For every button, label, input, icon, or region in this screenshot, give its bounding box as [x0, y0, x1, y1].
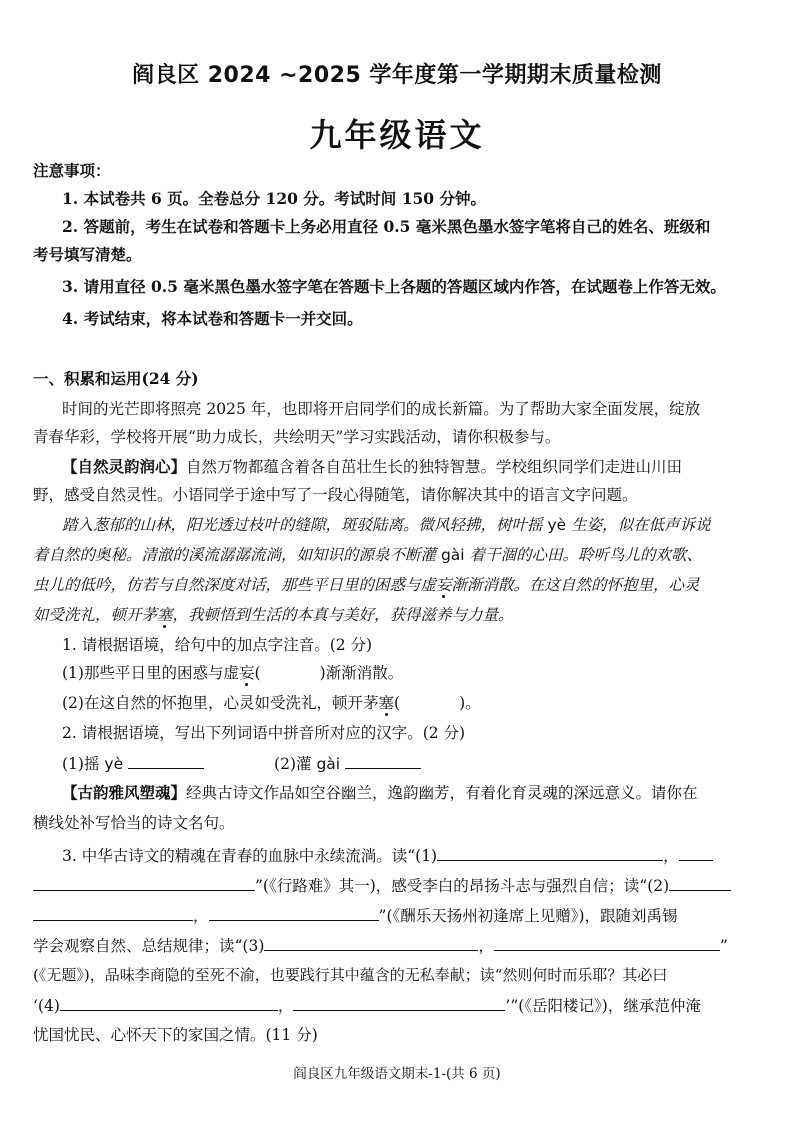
question-3-line-4 — [33, 934, 768, 957]
part1-paragraph-line-1 — [62, 456, 768, 478]
essay-line-4 — [33, 604, 768, 626]
question-3-line-1 — [62, 844, 768, 867]
q3-blank-2b[interactable] — [33, 904, 193, 921]
question-1-stem: 1. 请根据语境，给句中的加点字注音。(2 分) — [62, 636, 373, 654]
q1-text: (2)在这自然的怀抱里，心灵如受洗礼，顿开茅 — [62, 694, 379, 712]
part1-text-2: 野，感受自然灵性。小语同学于途中写了一段心得随笔，请你解决其中的语言文字问题。 — [33, 486, 638, 504]
q1-text: 渐渐消散。 — [325, 664, 404, 682]
notice-item-4: 4. 考试结束，将本试卷和答题卡一并交回。 — [62, 309, 363, 328]
question-3-line-5: (《无题》)，品味李商隐的至死不渝，也要践行其中蕴含的无私奉献；读“然则何时而乐耶？其必曰 — [33, 966, 668, 984]
q3-text: ， — [193, 907, 209, 925]
notice-item-2: 2. 答题前，考生在试卷和答题卡上务必用直径 0.5 毫米黑色墨水签字笔将自己的姓名、班级和 — [62, 217, 711, 236]
page-footer: 阎良区九年级语文期末-1-(共 6 页) — [293, 1066, 501, 1082]
essay-text: 虫儿的低吟，仿若与自然深度对话，那些平日里的困惑与虚 — [33, 576, 437, 594]
q3-text: ”(《酬乐天扬州初逢席上见赠》)，跟随刘禹锡 — [378, 907, 678, 925]
part2-paragraph-line-1 — [62, 782, 768, 804]
essay-text: 渐渐消散。在这自然的怀抱里，心灵 — [451, 576, 700, 594]
question-3-line-3 — [33, 904, 768, 927]
q1-text: (1)那些平日里的困惑与虚 — [62, 664, 239, 682]
q3-text: ”(《行路难》其一)，感受李白的昂扬斗志与强烈自信；读“(2) — [255, 877, 670, 895]
q2-text: (1)摇 — [62, 755, 105, 773]
part2-text-2: 横线处补写恰当的诗文名句。 — [33, 814, 235, 832]
essay-text: ，我顿悟到生活的本真与美好，获得滋养与力量。 — [172, 606, 514, 624]
q3-blank-1a[interactable] — [437, 844, 663, 861]
question-2-items — [62, 752, 768, 775]
q3-text: ’”(《岳阳楼记》)，继承范仲淹 — [505, 997, 701, 1015]
part1-label: 【自然灵韵润心】 — [62, 457, 187, 476]
essay-line-2 — [33, 544, 768, 566]
q3-blank-4a[interactable] — [60, 994, 278, 1011]
essay-text: 着自然的奥秘。清澈的溪流潺潺流淌，如知识的源泉不断灌 — [33, 546, 441, 564]
essay-pinyin-ye: yè — [547, 516, 567, 534]
notice-item-1: 1. 本试卷共 6 页。全卷总分 120 分。考试时间 150 分钟。 — [62, 189, 486, 208]
question-1-item-2 — [62, 692, 768, 714]
q3-text: ， — [277, 997, 294, 1015]
notice-item-2-cont: 考号填写清楚。 — [33, 245, 142, 264]
q3-blank-2a[interactable] — [669, 874, 731, 891]
essay-text: 生姿，似在低声诉说 — [566, 516, 711, 534]
part2-label: 【古韵雅风塑魂】 — [62, 783, 187, 802]
q3-blank-1b[interactable] — [679, 844, 713, 861]
q1-answer-paren[interactable]: ( ) — [393, 694, 466, 712]
section-heading: 一、积累和运用(24 分) — [33, 369, 199, 388]
exam-title: 阎良区 2024 ~2025 学年度第一学期期末质量检测 — [132, 63, 662, 88]
q3-text: ” — [719, 937, 728, 955]
q2-pinyin-ye: yè — [104, 755, 124, 773]
notice-heading: 注意事项： — [33, 161, 111, 180]
q3-blank-2c[interactable] — [209, 904, 379, 921]
notice-item-3: 3. 请用直径 0.5 毫米黑色墨水签字笔在答题卡上各题的答题区域内作答，在试题卷上作答无效。 — [62, 277, 726, 296]
exam-subject: 九年级语文 — [309, 116, 485, 154]
intro-line-1: 时间的光芒即将照亮 2025 年，也即将开启同学们的成长新篇。为了帮助大家全面发展，绽放 — [62, 400, 701, 418]
q2-answer-blank-2[interactable] — [345, 752, 421, 769]
q1-dotted-char: 塞 — [378, 694, 394, 712]
q3-blank-1c[interactable] — [33, 874, 255, 891]
q3-blank-3b[interactable] — [494, 934, 720, 951]
q2-text: (2)灌 — [274, 755, 317, 773]
q3-text: ， — [663, 847, 679, 865]
q1-dotted-char: 妄 — [238, 664, 255, 682]
q3-blank-3a[interactable] — [264, 934, 478, 951]
question-2-stem: 2. 请根据语境，写出下列词语中拼音所对应的汉字。(2 分) — [62, 724, 466, 742]
q2-pinyin-gai: gài — [316, 755, 341, 773]
essay-text: 踏入葱郁的山林，阳光透过枝叶的缝隙，斑驳陆离。微风轻拂，树叶摇 — [62, 516, 548, 534]
part2-text-1: 经典古诗文作品如空谷幽兰，逸韵幽芳，有着化育灵魂的深远意义。请你在 — [186, 784, 698, 802]
q3-text: 学会观察自然、总结规律；读“(3) — [33, 937, 265, 955]
question-3-line-7: 忧国忧民、心怀天下的家国之情。(11 分) — [33, 1026, 318, 1044]
question-1-item-1 — [62, 662, 768, 684]
q2-answer-blank-1[interactable] — [128, 752, 204, 769]
q3-text: ， — [478, 937, 494, 955]
essay-line-3 — [33, 574, 768, 596]
part1-text-1: 自然万物都蕴含着各自茁壮生长的独特智慧。学校组织同学们走进山川田 — [186, 458, 683, 476]
intro-line-2: 青春华彩，学校将开展“助力成长，共绘明天”学习实践活动，请你积极参与。 — [33, 428, 561, 446]
essay-text: 着干涸的心田。聆听鸟儿的欢歌、 — [464, 546, 703, 564]
essay-text: 如受洗礼，顿开茅 — [33, 606, 158, 624]
essay-dotted-char: 妄 — [436, 576, 452, 594]
q1-answer-paren[interactable]: ( ) — [254, 664, 326, 682]
essay-line-1 — [62, 514, 768, 536]
essay-dotted-char: 塞 — [157, 606, 173, 624]
question-3-line-2 — [33, 874, 768, 897]
q3-blank-4b[interactable] — [293, 994, 505, 1011]
essay-pinyin-gai: gài — [440, 546, 465, 564]
q1-text: 。 — [465, 694, 481, 712]
q3-text: 3. 中华古诗文的精魂在青春的血脉中永续流淌。读“(1) — [62, 847, 438, 865]
question-3-line-6 — [33, 994, 768, 1017]
q3-text: ‘(4) — [33, 997, 60, 1015]
